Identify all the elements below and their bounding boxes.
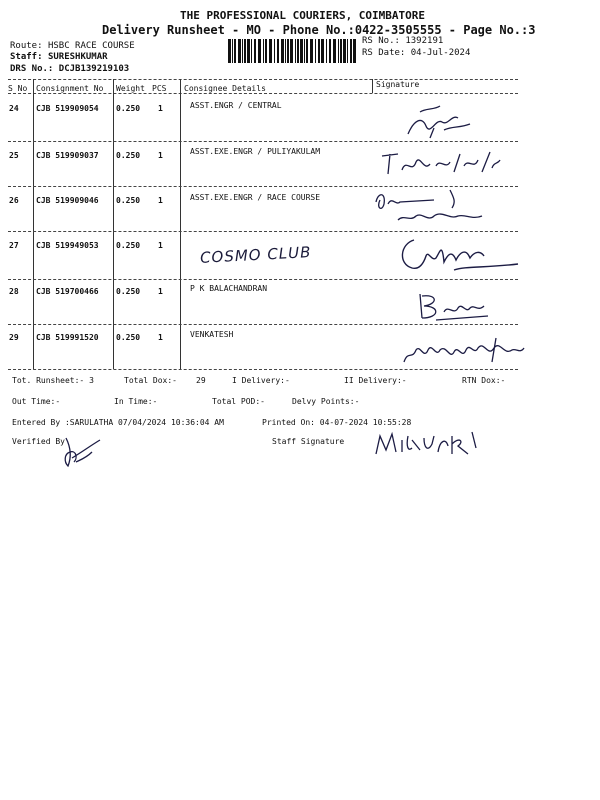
col-header-weight: Weight	[116, 84, 145, 93]
table-top-rule	[8, 79, 518, 80]
row-sno: 28	[9, 287, 19, 296]
row-pcs: 1	[158, 104, 163, 113]
handwritten-consignee: COSMO CLUB	[199, 243, 312, 267]
route-value: HSBC RACE COURSE	[47, 41, 135, 51]
row-consignee: VENKATESH	[190, 330, 234, 339]
row-consignee: ASST.EXE.ENGR / PULIYAKULAM	[190, 147, 321, 156]
rs-no: RS No.: 1392191	[362, 36, 444, 46]
col-divider	[180, 79, 181, 369]
staff-signature-label: Staff Signature	[272, 437, 345, 446]
row-consignment: CJB 519909054	[36, 104, 99, 113]
row-weight: 0.250	[116, 241, 141, 250]
out-time: Out Time:-	[12, 397, 61, 406]
row-rule	[8, 324, 518, 325]
verified-signature	[56, 432, 102, 472]
row-sno: 24	[9, 104, 19, 113]
row-pcs: 1	[158, 241, 163, 250]
row-consignment: CJB 519909037	[36, 151, 99, 160]
delvy-points: Delvy Points:-	[292, 397, 360, 406]
signature-row-29	[400, 334, 528, 370]
route-label: Route:	[10, 41, 43, 51]
col-header-signature: Signature	[376, 80, 420, 89]
row-weight: 0.250	[116, 333, 141, 342]
row-consignment: CJB 519991520	[36, 333, 99, 342]
ii-delivery: II Delivery:-	[344, 376, 407, 385]
staff-label: Staff:	[10, 52, 43, 62]
col-header-sno: S No	[8, 84, 28, 93]
total-dox-value: 29	[196, 376, 206, 385]
row-sno: 25	[9, 151, 19, 160]
row-weight: 0.250	[116, 151, 141, 160]
row-pcs: 1	[158, 287, 163, 296]
company-title: THE PROFESSIONAL COURIERS, COIMBATORE	[180, 9, 426, 22]
row-consignee: ASST.EXE.ENGR / RACE COURSE	[190, 193, 321, 202]
verified-by: Verified By	[12, 437, 65, 446]
row-consignment: CJB 519949053	[36, 241, 99, 250]
rs-date: RS Date: 04-Jul-2024	[362, 48, 471, 58]
row-sno: 26	[9, 196, 19, 205]
printed-on: Printed On: 04-07-2024 10:55:28	[262, 418, 412, 427]
i-delivery: I Delivery:-	[232, 376, 290, 385]
row-pcs: 1	[158, 333, 163, 342]
row-pcs: 1	[158, 151, 163, 160]
row-weight: 0.250	[116, 287, 141, 296]
col-divider	[372, 79, 373, 93]
barcode	[228, 39, 356, 63]
drs-line	[10, 64, 129, 74]
entered-by: Entered By :SARULATHA 07/04/2024 10:36:04 AM	[12, 418, 224, 427]
runsheet-title: Delivery Runsheet - MO - Phone No.:0422-3505555 - Page No.:3	[102, 23, 536, 37]
total-pod: Total POD:-	[212, 397, 265, 406]
row-pcs: 1	[158, 196, 163, 205]
signature-row-26	[372, 186, 496, 230]
rtn-dox: RTN Dox:-	[462, 376, 506, 385]
drs-label: DRS No.:	[10, 64, 54, 74]
staff-value: SURESHKUMAR	[47, 52, 108, 62]
row-consignee: P K BALACHANDRAN	[190, 284, 268, 293]
signature-row-28	[416, 290, 496, 324]
row-sno: 27	[9, 241, 19, 250]
row-consignee: ASST.ENGR / CENTRAL	[190, 101, 282, 110]
signature-row-24	[400, 100, 480, 142]
staff-signature	[372, 426, 482, 460]
signature-row-25	[378, 144, 502, 182]
in-time: In Time:-	[114, 397, 158, 406]
total-dox-label: Total Dox:-	[124, 376, 177, 385]
tot-runsheet: Tot. Runsheet:- 3	[12, 376, 94, 385]
col-divider	[33, 79, 34, 369]
row-weight: 0.250	[116, 196, 141, 205]
col-divider	[113, 79, 114, 369]
row-sno: 29	[9, 333, 19, 342]
table-header-rule	[8, 93, 518, 94]
row-consignment: CJB 519909046	[36, 196, 99, 205]
row-weight: 0.250	[116, 104, 141, 113]
col-header-consignment: Consignment No	[36, 84, 104, 93]
col-header-pcs: PCS	[152, 84, 167, 93]
row-rule	[8, 279, 518, 280]
drs-value: DCJB139219103	[58, 64, 130, 74]
signature-row-27	[394, 232, 524, 278]
row-consignment: CJB 519700466	[36, 287, 99, 296]
route-line	[10, 41, 135, 51]
staff-line	[10, 52, 108, 62]
col-header-consignee: Consignee Details	[184, 84, 266, 93]
